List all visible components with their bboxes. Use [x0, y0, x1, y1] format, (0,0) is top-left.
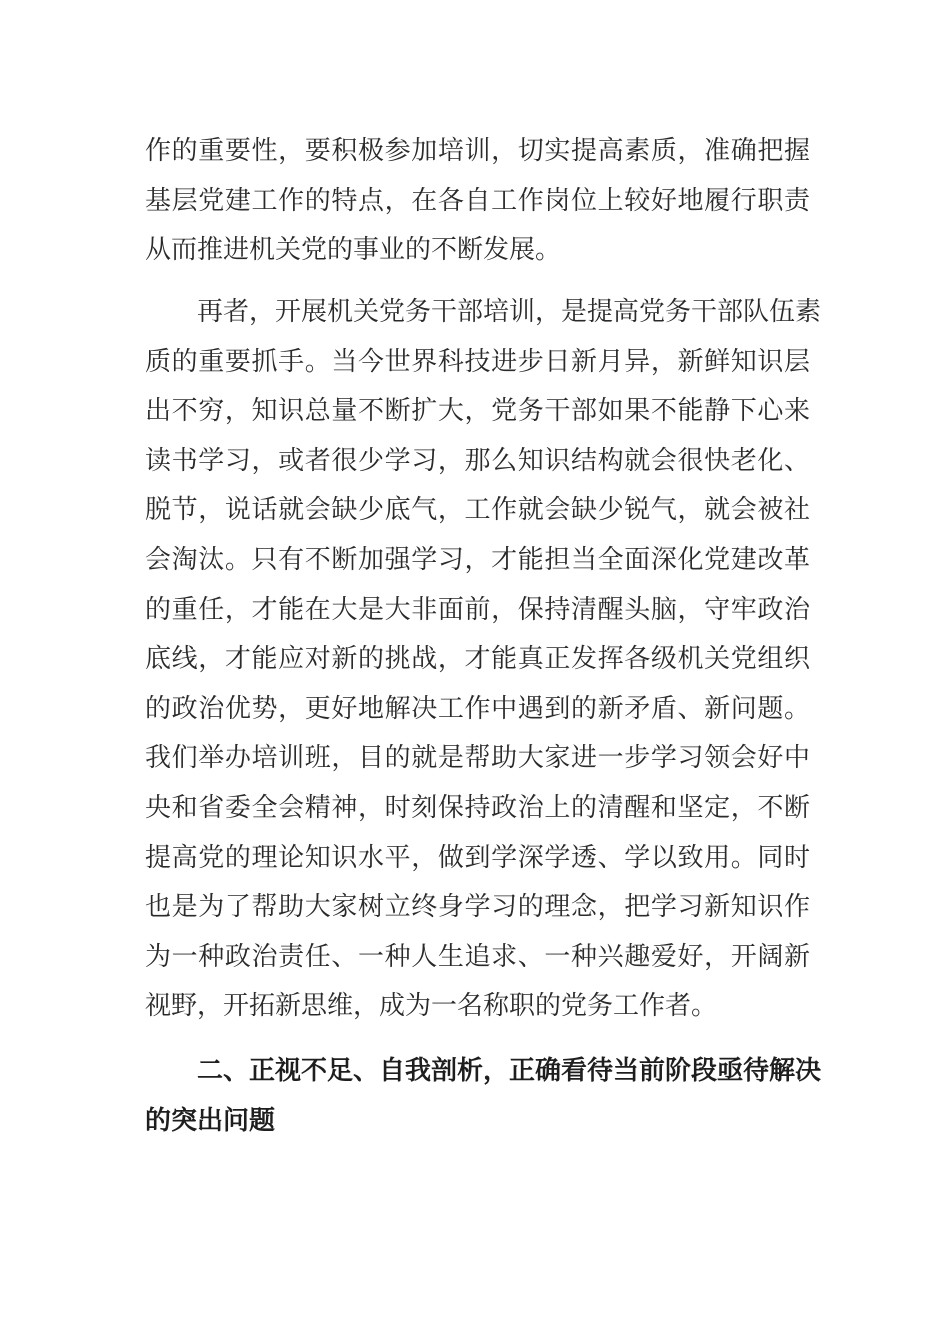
text-line: 出不穷，知识总量不断扩大，党务干部如果不能静下心来 — [145, 396, 810, 427]
text-line: 作的重要性，要积极参加培训，切实提高素质，准确把握 — [145, 136, 810, 166]
text-line: 脱节，说话就会缺少底气，工作就会缺少锐气，就会被社 — [145, 495, 810, 526]
paragraph-1 — [145, 127, 810, 276]
heading-line: 的突出问题 — [145, 1105, 276, 1136]
text-line: 的政治优势，更好地解决工作中遇到的新矛盾、新问题。 — [145, 693, 810, 724]
text-line: 从而推进机关党的事业的不断发展。 — [145, 235, 562, 266]
text-line: 的重任，才能在大是大非面前，保持清醒头脑，守牢政治 — [145, 594, 810, 625]
text-line: 提高党的理论知识水平，做到学深学透、学以致用。同时 — [145, 842, 810, 873]
text-line: 再者，开展机关党务干部培训，是提高党务干部队伍素 — [145, 297, 822, 327]
text-line: 也是为了帮助大家树立终身学习的理念，把学习新知识作 — [145, 892, 810, 923]
text-line: 我们举办培训班，目的就是帮助大家进一步学习领会好中 — [145, 743, 810, 774]
section-heading — [145, 1047, 822, 1146]
text-line: 读书学习，或者很少学习，那么知识结构就会很快老化、 — [145, 445, 810, 476]
text-line: 质的重要抓手。当今世界科技进步日新月异，新鲜知识层 — [145, 346, 810, 377]
text-line: 底线，才能应对新的挑战，才能真正发挥各级机关党组织 — [145, 644, 810, 675]
paragraph-2 — [145, 288, 822, 1032]
text-line: 央和省委全会精神，时刻保持政治上的清醒和坚定，不断 — [145, 792, 810, 823]
text-line: 视野，开拓新思维，成为一名称职的党务工作者。 — [145, 991, 718, 1022]
text-line: 会淘汰。只有不断加强学习，才能担当全面深化党建改革 — [145, 544, 810, 575]
text-line: 基层党建工作的特点，在各自工作岗位上较好地履行职责 — [145, 185, 810, 216]
heading-line: 二、正视不足、自我剖析，正确看待当前阶段亟待解决 — [145, 1056, 822, 1086]
text-line: 为一种政治责任、一种人生追求、一种兴趣爱好，开阔新 — [145, 941, 810, 972]
